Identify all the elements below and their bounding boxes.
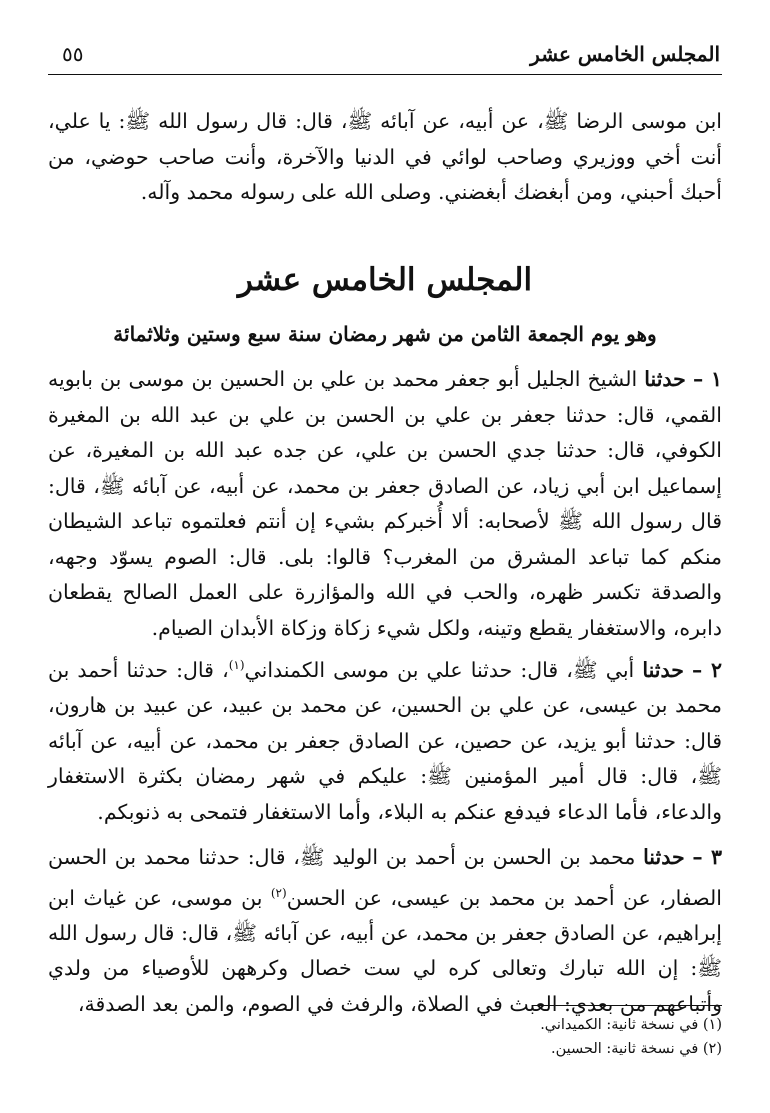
footnote-item: (١) في نسخة ثانية: الكميداني.: [540, 1017, 722, 1033]
chapter-title: المجلس الخامس عشر: [237, 262, 533, 298]
footnote-divider: [532, 1005, 722, 1006]
footnote-ref: (٢): [270, 885, 287, 900]
intro-paragraph: ابن موسى الرضا ﷺ، عن أبيه، عن آبائه ﷺ، قال: قال رسول الله ﷺ: يا علي، أنت أخي ووزيري وصاحب لوائي في الدنيا والآخرة، وأنت صاحب حوضي، من أحبك أحبني، ومن أبغضك أبغضني. وصلى الله على رسوله محمد وآله.: [48, 109, 722, 204]
hadith-paragraph-1: [48, 362, 722, 646]
hadith-text-before-ref: أبي ﷺ، قال: حدثنا علي بن موسى الكمنداني: [244, 657, 643, 682]
hadith-opener: حدثنا: [644, 367, 686, 391]
page-number: ٥٥: [62, 42, 84, 66]
running-header-title: المجلس الخامس عشر: [530, 42, 720, 66]
hadith-text: بن موسى، عن غياث ابن إبراهيم، عن الصادق جعفر بن محمد، عن أبيه، عن آبائه ﷺ، قال: قال رسول الله ﷺ: إن الله تبارك وتعالى كره لي ست خصال وكرههن للأوصياء من ولدي وأتباعهم من بعدي: العبث في الصلاة، والرفث في الصوم، والمن بعد الصدقة،: [48, 885, 722, 1016]
hadith-opener: حدثنا: [643, 845, 685, 869]
hadith-opener: حدثنا: [642, 657, 684, 682]
hadith-text: ، قال: حدثنا أحمد بن محمد بن عيسى، عن علي بن الحسين، عن محمد بن عبيد، عن عبيد بن هارون، قال: حدثنا أبو يزيد، عن حصين، عن الصادق جعفر بن محمد، عن أبيه، عن آبائه ﷺ، قال: قال أمير المؤمنين ﷺ: عليكم في شهر رمضان بكثرة الاستغفار والدعاء، فأما الدعاء فيدفع عنكم به البلاء، وأما الاستغفار فتمحى به ذنوبكم.: [48, 657, 722, 824]
hadith-number: ٣ –: [692, 845, 722, 869]
footnotes: [48, 1013, 722, 1061]
running-header: [48, 34, 722, 75]
hadith-number: ٢ –: [692, 657, 723, 682]
chapter-subtitle: وهو يوم الجمعة الثامن من شهر رمضان سنة سبع وستين وثلاثمائة: [113, 322, 657, 346]
hadith-text-before-ref: محمد بن الحسن بن أحمد بن الوليد ﷺ، قال: حدثنا محمد بن الحسن الصفار، عن أحمد بن محمد بن عيسى، عن الحسن: [48, 845, 722, 910]
hadith-paragraph-2: [48, 648, 722, 830]
hadith-text: الشيخ الجليل أبو جعفر محمد بن علي بن الحسين بن موسى بن بابويه القمي، قال: حدثنا جعفر بن علي بن الحسن بن علي بن عبد الله بن المغيرة الكوفي، قال: حدثنا جدي الحسن بن علي، عن جده عبد الله بن المغيرة، عن إسماعيل ابن أبي زياد، عن الصادق جعفر بن محمد، عن أبيه، عن آبائه ﷺ، قال: قال رسول الله ﷺ لأصحابه: ألا أُخبركم بشيء إن أنتم فعلتموه تباعد الشيطان منكم كما تباعد المشرق من المغرب؟ قالوا: بلى. قال: الصوم يسوّد وجهه، والصدقة تكسر ظهره، والحب في الله والمؤازرة على العمل الصالح يقطعان دابره، والاستغفار يقطع وتينه، ولكل شيء زكاة وزكاة الأبدان الصيام.: [48, 367, 722, 640]
book-page: [48, 0, 722, 1113]
footnote-item: (٢) في نسخة ثانية: الحسين.: [551, 1041, 722, 1057]
hadith-number: ١ –: [692, 367, 722, 391]
hadith-paragraph-3: [48, 840, 722, 1022]
footnote-ref: (١): [228, 658, 245, 672]
